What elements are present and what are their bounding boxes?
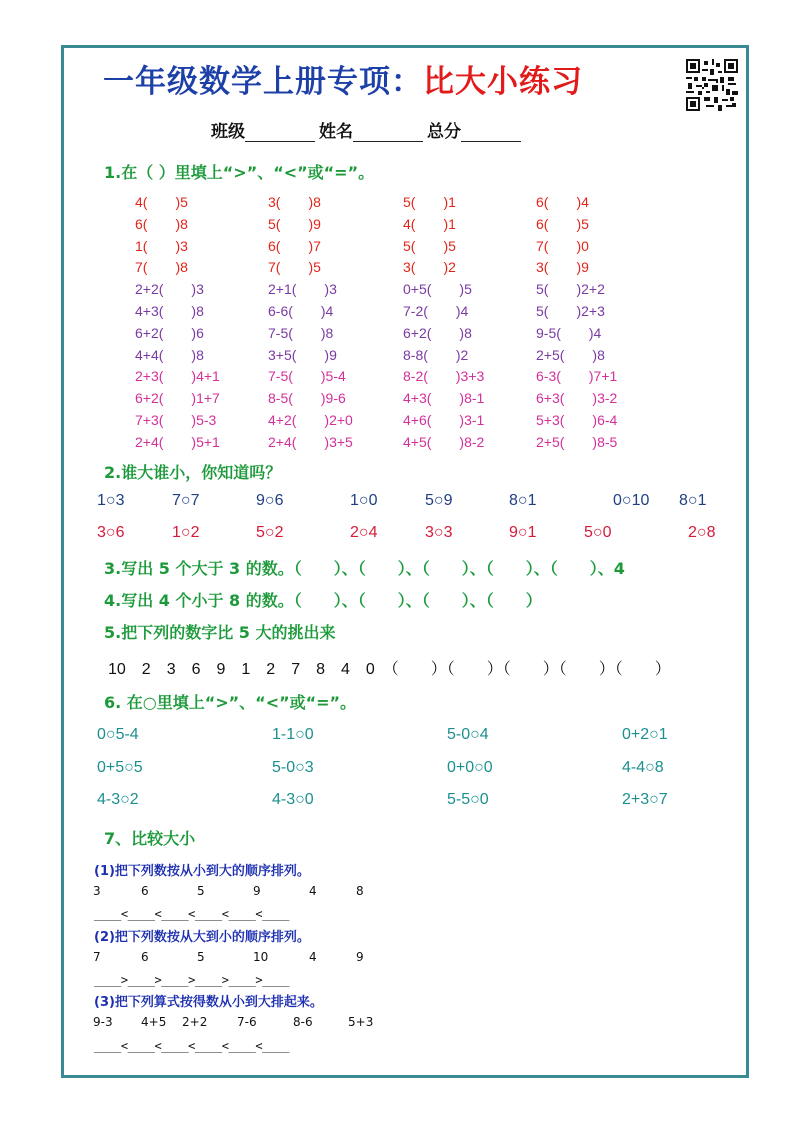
q1-item[interactable]: 6+2( )8 [403, 324, 472, 341]
q7-part2-title: (2)把下列数按从大到小的顺序排列。 [94, 930, 310, 945]
score-blank[interactable] [461, 126, 521, 142]
q2-item[interactable]: 2○4 [350, 524, 378, 541]
q7-number: 6 [141, 884, 149, 898]
q7-part1-title: (1)把下列数按从小到大的顺序排列。 [94, 864, 310, 879]
q6-item[interactable]: 1-1○0 [272, 726, 314, 743]
q1-item[interactable]: 7-5( )5-4 [268, 368, 346, 385]
q1-item[interactable]: 2+4( )5+1 [135, 433, 220, 450]
class-label: 班级 [211, 122, 245, 142]
q1-item[interactable]: 6-3( )7+1 [536, 368, 618, 385]
q1-item[interactable]: 6+2( )1+7 [135, 390, 220, 407]
q7-expression: 5+3 [348, 1015, 374, 1029]
question-2-title: 2.谁大谁小，你知道吗？ [104, 463, 282, 482]
q1-item[interactable]: 1( )3 [135, 237, 188, 254]
q6-item[interactable]: 0+0○0 [447, 758, 493, 776]
q7-expression: 7-6 [237, 1015, 257, 1029]
q1-item[interactable]: 5+3( )6-4 [536, 412, 618, 428]
name-label: 姓名 [319, 122, 353, 142]
question-7-title: 7、比较大小 [104, 829, 196, 848]
q6-item[interactable]: 2+3○7 [622, 791, 668, 808]
q1-item[interactable]: 2+3( )4+1 [135, 368, 220, 385]
worksheet-title [103, 64, 583, 100]
q7-expression: 9-3 [93, 1015, 113, 1029]
q6-item[interactable]: 0+2○1 [622, 726, 668, 743]
q1-item[interactable]: 6( )4 [536, 194, 589, 210]
q2-item[interactable]: 0○10 [613, 492, 650, 509]
q6-item[interactable]: 5-5○0 [447, 791, 489, 808]
title-part1: 一年级数学上册专项： [103, 64, 423, 100]
q1-item[interactable]: 6+2( )6 [135, 324, 204, 341]
q7-expression: 2+2 [182, 1015, 208, 1029]
q1-item[interactable]: 6+3( )3-2 [536, 390, 618, 407]
q1-item[interactable]: 7-5( )8 [268, 324, 334, 341]
q1-item[interactable]: 0+5( )5 [403, 281, 472, 298]
q2-item[interactable]: 8○1 [679, 492, 707, 509]
q1-item[interactable]: 4+2( )2+0 [268, 412, 353, 428]
title-part2: 比大小练习 [423, 64, 583, 100]
q1-item[interactable]: 4( )5 [135, 194, 188, 210]
q2-item[interactable]: 5○0 [584, 524, 612, 541]
q1-item[interactable]: 3( )9 [536, 259, 589, 276]
q1-item[interactable]: 2+5( )8 [536, 346, 605, 363]
q1-item[interactable]: 7-2( )4 [403, 303, 469, 319]
q2-item[interactable]: 5○9 [425, 492, 453, 509]
question-1-title: 1.在（ ）里填上“>”、“<”或“=”。 [104, 163, 375, 182]
name-blank[interactable] [353, 126, 423, 142]
q7-expression: 4+5 [141, 1015, 167, 1029]
question-3-text[interactable]: 3.写出 5 个大于 3 的数。（ ）、（ ）、（ ）、（ ）、（ ）、4 [104, 559, 625, 578]
qr-code-icon [686, 59, 738, 111]
q2-item[interactable]: 9○6 [256, 492, 284, 509]
q6-item[interactable]: 5-0○4 [447, 726, 489, 743]
q2-item[interactable]: 1○2 [172, 524, 200, 541]
q1-item[interactable]: 2+2( )3 [135, 281, 204, 298]
q1-item[interactable]: 8-2( )3+3 [403, 368, 485, 385]
q1-item[interactable]: 7( )0 [536, 237, 589, 254]
q1-item[interactable]: 3( )2 [403, 259, 456, 276]
q7-number: 5 [197, 950, 205, 964]
q6-item[interactable]: 0+5○5 [97, 758, 143, 776]
q2-item[interactable]: 3○6 [97, 524, 125, 541]
q1-item[interactable]: 8-5( )9-6 [268, 390, 346, 407]
q1-item[interactable]: 4+4( )8 [135, 346, 204, 363]
q1-item[interactable]: 3+5( )9 [268, 346, 337, 363]
q2-item[interactable]: 1○3 [97, 492, 125, 509]
q1-item[interactable]: 5( )2+3 [536, 303, 605, 319]
q1-item[interactable]: 4+3( )8 [135, 303, 204, 319]
q1-item[interactable]: 6( )8 [135, 215, 188, 232]
q1-item[interactable]: 5( )1 [403, 194, 456, 210]
question-6-title: 6. 在○里填上“>”、“<”或“=”。 [104, 693, 357, 712]
question-4-text[interactable]: 4.写出 4 个小于 8 的数。（ ）、（ ）、（ ）、（ ） [104, 591, 542, 610]
q1-item[interactable]: 4+6( )3-1 [403, 412, 485, 428]
q1-item[interactable]: 4+3( )8-1 [403, 390, 485, 407]
student-info-line [211, 117, 525, 142]
q1-item[interactable]: 7( )8 [135, 259, 188, 276]
q1-item[interactable]: 2+4( )3+5 [268, 433, 353, 450]
q1-item[interactable]: 6-6( )4 [268, 303, 334, 319]
q7-part2-fill[interactable]: ____>____>____>____>____>____ [94, 973, 290, 987]
q1-item[interactable]: 5( )9 [268, 215, 321, 232]
q7-part3-title: (3)把下列算式按得数从小到大排起来。 [94, 995, 323, 1010]
q6-item[interactable]: 4-4○8 [622, 758, 664, 776]
q7-part3-fill[interactable]: ____<____<____<____<____<____ [94, 1039, 290, 1053]
q6-item[interactable]: 4-3○0 [272, 791, 314, 808]
q2-item[interactable]: 7○7 [172, 492, 200, 509]
q2-item[interactable]: 2○8 [688, 524, 716, 541]
q2-item[interactable]: 8○1 [509, 492, 537, 509]
q1-item[interactable]: 2+5( )8-5 [536, 433, 618, 450]
q7-number: 8 [356, 884, 364, 898]
q7-number: 9 [356, 950, 364, 964]
q1-item[interactable]: 9-5( )4 [536, 324, 602, 341]
q1-item[interactable]: 7( )5 [268, 259, 321, 276]
q2-item[interactable]: 3○3 [425, 524, 453, 541]
q1-item[interactable]: 5( )2+2 [536, 281, 605, 298]
question-5-numbers[interactable]: 10 2 3 6 9 1 2 7 8 4 0 （ ）（ ）（ ）（ ）（ ） [108, 661, 671, 678]
q1-item[interactable]: 6( )7 [268, 237, 321, 254]
q1-item[interactable]: 6( )5 [536, 215, 589, 232]
q7-part1-fill[interactable]: ____<____<____<____<____<____ [94, 907, 290, 921]
q1-item[interactable]: 7+3( )5-3 [135, 412, 217, 428]
q6-item[interactable]: 5-0○3 [272, 758, 314, 776]
score-label: 总分 [427, 122, 461, 142]
q7-number: 9 [253, 884, 261, 898]
q1-item[interactable]: 4( )1 [403, 215, 456, 232]
q1-item[interactable]: 2+1( )3 [268, 281, 337, 298]
q7-number: 4 [309, 950, 317, 964]
q7-number: 10 [253, 950, 269, 964]
q7-number: 4 [309, 884, 317, 898]
q1-item[interactable]: 4+5( )8-2 [403, 433, 485, 450]
q7-number: 5 [197, 884, 205, 898]
q7-number: 6 [141, 950, 149, 964]
q6-item[interactable]: 4-3○2 [97, 791, 139, 808]
q1-item[interactable]: 5( )5 [403, 237, 456, 254]
q1-item[interactable]: 8-8( )2 [403, 346, 469, 363]
q7-number: 3 [93, 884, 101, 898]
class-blank[interactable] [245, 126, 315, 142]
q2-item[interactable]: 1○0 [350, 492, 378, 509]
q1-item[interactable]: 3( )8 [268, 194, 321, 210]
q7-expression: 8-6 [293, 1015, 313, 1029]
q2-item[interactable]: 9○1 [509, 524, 537, 541]
question-5-title: 5.把下列的数字比 5 大的挑出来 [104, 623, 336, 642]
q7-number: 7 [93, 950, 101, 964]
q6-item[interactable]: 0○5-4 [97, 726, 139, 743]
q2-item[interactable]: 5○2 [256, 524, 284, 541]
